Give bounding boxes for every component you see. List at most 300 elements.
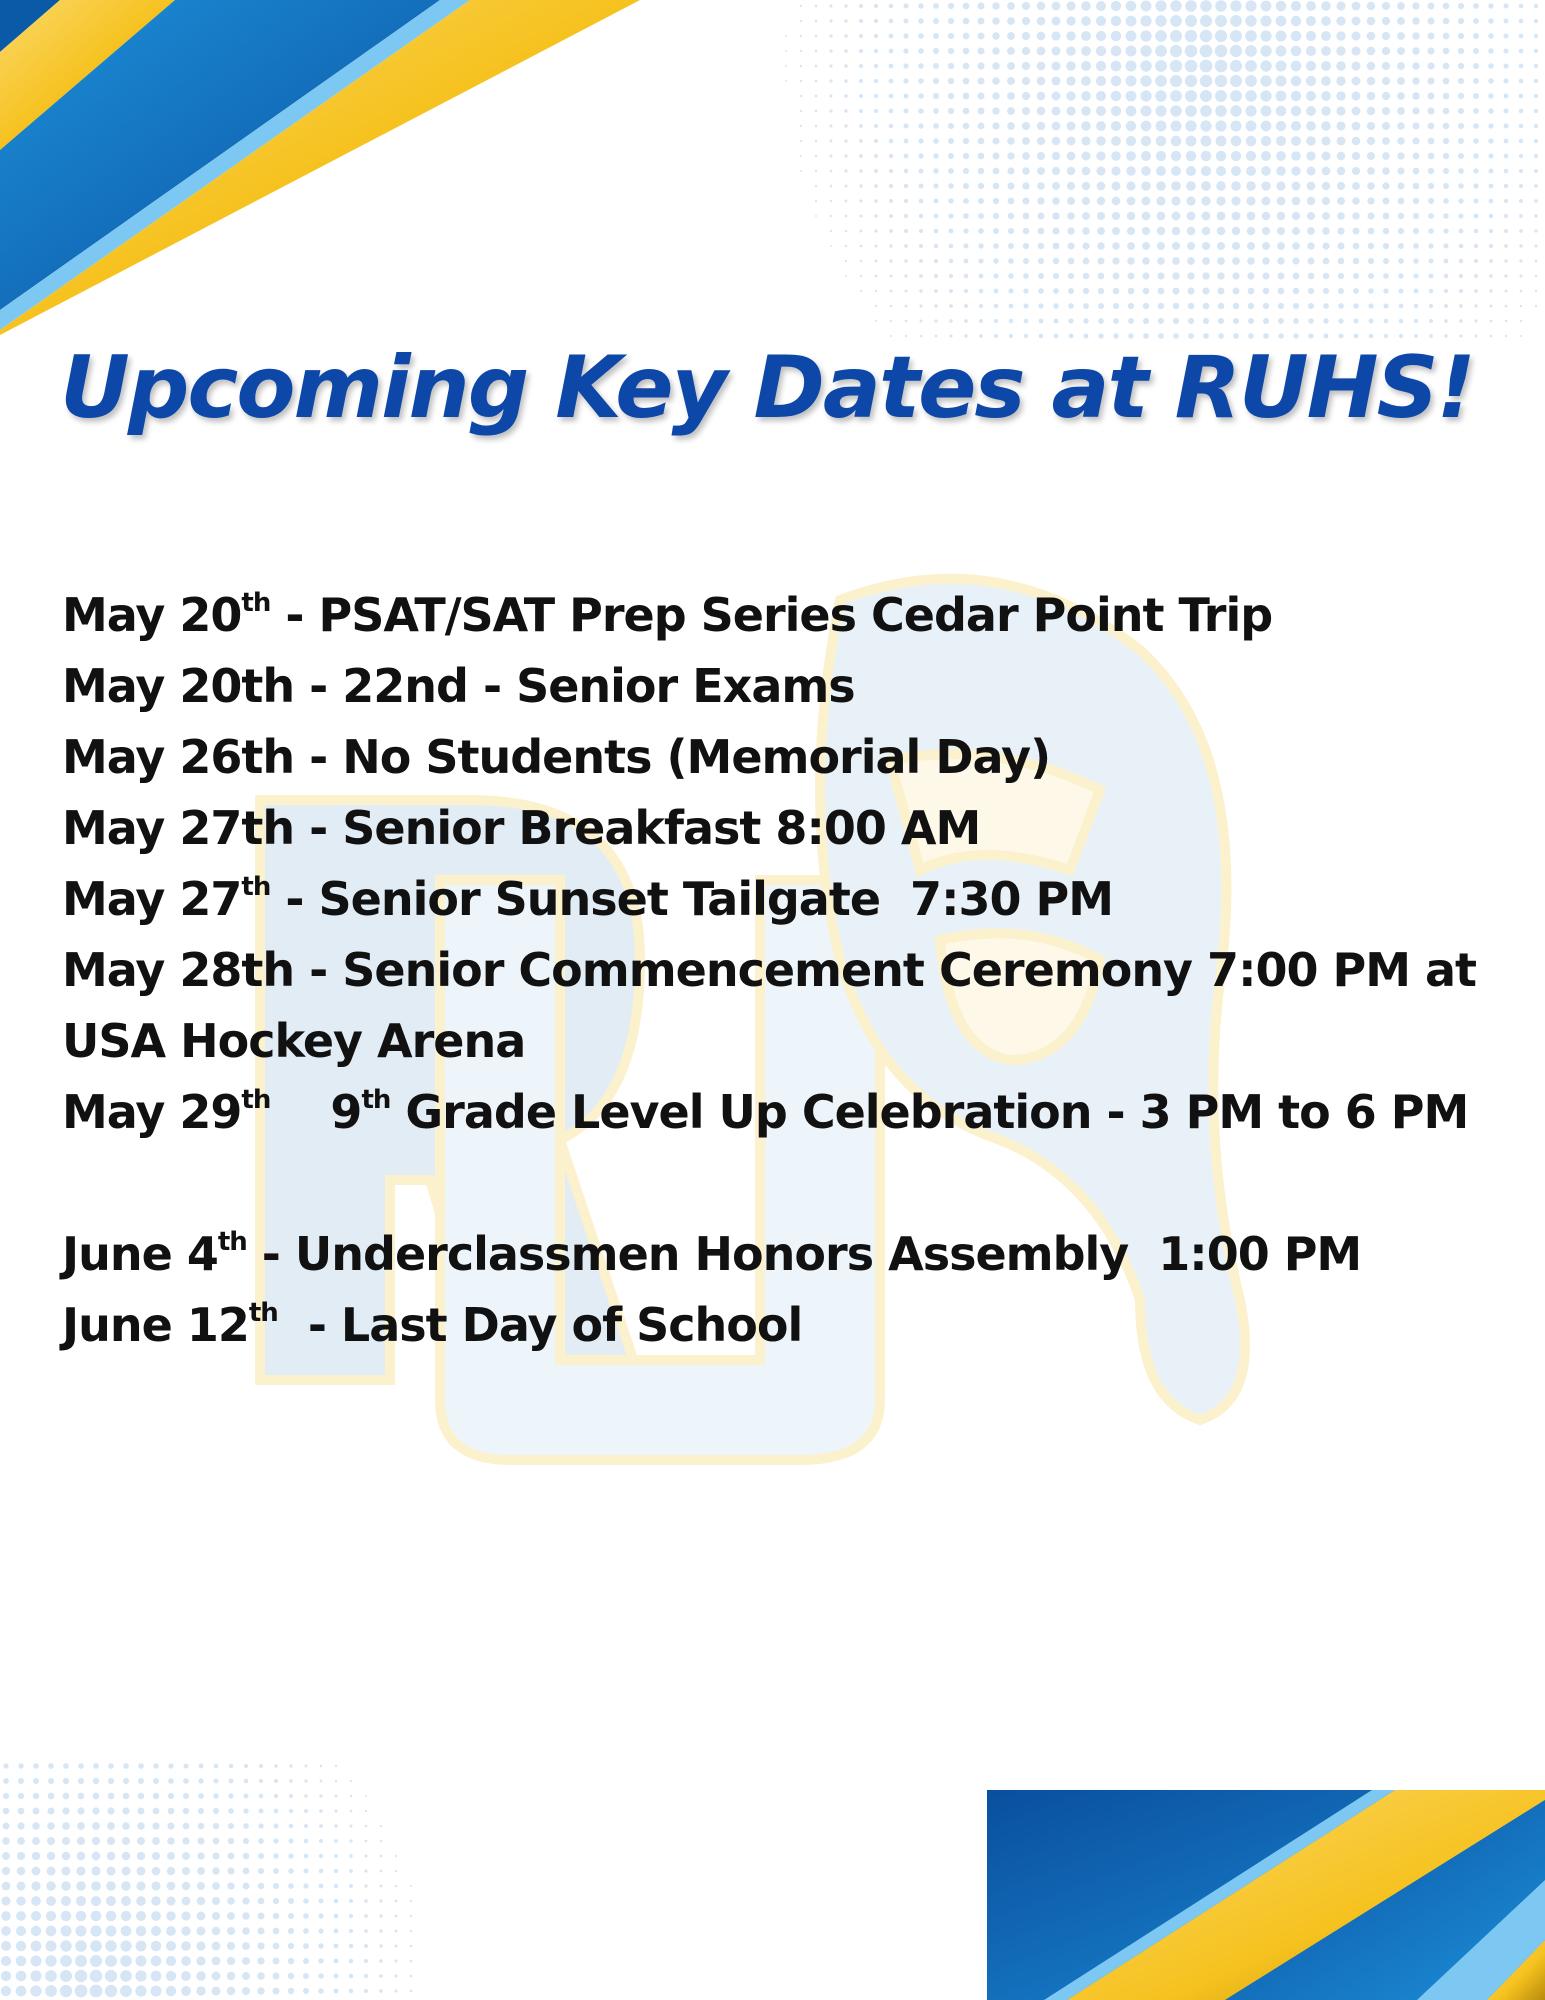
halftone-dot	[1037, 47, 1046, 56]
halftone-dot	[1353, 243, 1360, 250]
halftone-dot	[918, 168, 923, 173]
halftone-dot	[1215, 60, 1228, 73]
halftone-dot	[1323, 318, 1328, 323]
halftone-dot	[364, 1914, 368, 1918]
halftone-dot	[197, 1912, 206, 1921]
halftone-dot	[1142, 242, 1150, 250]
halftone-dot	[1053, 243, 1060, 250]
halftone-dot	[1321, 91, 1331, 101]
halftone-dot	[1353, 273, 1359, 279]
halftone-dot	[1398, 198, 1405, 205]
halftone-dot	[1535, 290, 1537, 292]
halftone-dot	[2, 1852, 10, 1860]
halftone-dot	[1230, 105, 1241, 116]
halftone-dot	[1291, 166, 1300, 175]
halftone-dot	[1428, 153, 1435, 160]
halftone-dot	[977, 92, 984, 99]
halftone-dot	[122, 1852, 131, 1861]
halftone-dot	[1306, 106, 1316, 116]
halftone-dot	[60, 1985, 72, 1997]
halftone-dot	[380, 1840, 382, 1842]
halftone-dot	[889, 154, 893, 158]
halftone-dot	[978, 183, 984, 189]
halftone-dot	[993, 273, 998, 278]
halftone-dot	[1534, 64, 1538, 68]
halftone-dot	[1291, 1, 1301, 11]
halftone-dot	[860, 290, 862, 292]
halftone-dot	[904, 184, 909, 189]
halftone-dot	[1083, 258, 1090, 265]
halftone-dot	[829, 124, 832, 127]
halftone-dot	[349, 1959, 354, 1964]
halftone-dot	[1260, 60, 1271, 71]
halftone-dot	[889, 64, 894, 69]
halftone-dot	[1534, 214, 1537, 217]
halftone-dot	[212, 1912, 220, 1920]
halftone-dot	[32, 1822, 39, 1829]
halftone-dot	[395, 1855, 397, 1857]
halftone-dot	[1278, 303, 1284, 309]
halftone-dot	[1337, 167, 1345, 175]
halftone-dot	[136, 1926, 146, 1936]
halftone-dot	[1156, 151, 1166, 161]
halftone-dot	[1230, 90, 1242, 102]
halftone-dot	[1534, 169, 1538, 173]
halftone-dot	[1007, 32, 1015, 40]
halftone-dot	[1215, 90, 1227, 102]
halftone-dot	[1413, 228, 1419, 234]
halftone-dot	[303, 1988, 309, 1994]
halftone-dot	[963, 63, 970, 70]
halftone-dot	[1037, 137, 1045, 145]
halftone-dot	[380, 1885, 383, 1888]
halftone-dot	[350, 1810, 353, 1813]
halftone-dot	[1158, 288, 1165, 295]
halftone-dot	[830, 245, 832, 247]
halftone-dot	[829, 79, 832, 82]
halftone-dot	[1399, 319, 1403, 323]
halftone-dot	[259, 1764, 263, 1768]
halftone-dot	[1096, 16, 1106, 26]
halftone-dot	[1067, 137, 1076, 146]
halftone-dot	[1200, 60, 1213, 73]
halftone-dot	[17, 1852, 25, 1860]
halftone-dot	[918, 93, 924, 99]
halftone-dot	[1336, 1, 1345, 10]
halftone-dot	[136, 1896, 146, 1906]
halftone-dot	[1173, 288, 1180, 295]
halftone-dot	[121, 1926, 132, 1937]
halftone-dot	[1203, 303, 1210, 310]
halftone-dot	[1260, 75, 1271, 86]
halftone-dot	[31, 1881, 40, 1890]
halftone-dot	[1187, 212, 1196, 221]
halftone-dot	[1474, 199, 1479, 204]
halftone-dot	[918, 138, 923, 143]
halftone-dot	[304, 1854, 309, 1859]
halftone-dot	[1458, 213, 1463, 218]
halftone-dot	[181, 1941, 191, 1951]
halftone-dot	[1203, 318, 1209, 324]
halftone-dot	[213, 1778, 218, 1783]
halftone-dot	[1383, 213, 1390, 220]
halftone-dot	[288, 1943, 294, 1949]
halftone-dot	[1504, 4, 1509, 9]
halftone-dot	[904, 229, 908, 233]
halftone-dot	[394, 1974, 397, 1977]
halftone-dot	[1096, 1, 1106, 11]
halftone-dot	[933, 63, 939, 69]
halftone-dot	[1022, 2, 1030, 10]
halftone-dot	[1443, 3, 1450, 10]
halftone-dot	[1171, 151, 1181, 161]
halftone-dot	[1505, 320, 1508, 323]
halftone-dot	[257, 1987, 264, 1994]
halftone-dot	[1142, 272, 1149, 279]
halftone-dot	[1444, 289, 1448, 293]
halftone-dot	[243, 1883, 250, 1890]
halftone-dot	[136, 1881, 145, 1890]
halftone-dot	[1352, 17, 1361, 26]
halftone-dot	[903, 63, 908, 68]
halftone-dot	[1519, 199, 1523, 203]
halftone-dot	[305, 1765, 308, 1768]
halftone-dot	[1534, 49, 1538, 53]
halftone-dot	[1261, 106, 1272, 117]
halftone-dot	[1022, 17, 1030, 25]
halftone-dot	[1247, 272, 1254, 279]
halftone-dot	[1428, 168, 1434, 174]
halftone-dot	[1306, 76, 1316, 86]
halftone-dot	[1322, 167, 1331, 176]
halftone-dot	[1458, 123, 1464, 129]
halftone-dot	[1397, 47, 1405, 55]
halftone-dot	[1262, 257, 1270, 265]
halftone-dot	[1140, 15, 1151, 26]
halftone-dot	[1397, 122, 1405, 130]
halftone-dot	[1321, 136, 1330, 145]
halftone-dot	[1338, 318, 1343, 323]
halftone-dot	[1216, 151, 1226, 161]
halftone-dot	[1171, 181, 1181, 191]
halftone-dot	[350, 1795, 352, 1797]
halftone-dot	[18, 1808, 25, 1815]
halftone-dot	[380, 1870, 383, 1873]
halftone-dot	[198, 1778, 203, 1783]
halftone-dot	[62, 1807, 69, 1814]
halftone-dot	[78, 1763, 84, 1769]
halftone-dot	[978, 243, 983, 248]
halftone-dot	[1488, 93, 1493, 98]
halftone-dot	[1519, 259, 1522, 262]
halftone-dot	[904, 289, 907, 292]
halftone-dot	[874, 154, 878, 158]
halftone-dot	[1504, 169, 1509, 174]
halftone-dot	[1519, 19, 1524, 24]
halftone-dot	[1382, 62, 1390, 70]
halftone-dot	[933, 93, 939, 99]
halftone-dot	[1202, 242, 1210, 250]
halftone-dot	[1474, 274, 1478, 278]
halftone-dot	[829, 109, 832, 112]
halftone-dot	[1038, 228, 1045, 235]
halftone-dot	[318, 1988, 324, 1994]
halftone-dot	[1141, 181, 1150, 190]
halftone-dot	[182, 1837, 189, 1844]
halftone-dot	[1155, 15, 1166, 26]
halftone-dot	[47, 1867, 56, 1876]
halftone-dot	[105, 1940, 116, 1951]
halftone-dot	[1413, 258, 1418, 263]
halftone-dot	[1534, 19, 1538, 23]
halftone-dot	[1261, 1, 1272, 12]
halftone-dot	[63, 1778, 69, 1784]
halftone-dot	[2, 1837, 9, 1844]
halftone-dot	[274, 1794, 278, 1798]
halftone-dot	[213, 1808, 219, 1814]
halftone-dot	[92, 1837, 100, 1845]
halftone-dot	[1128, 303, 1134, 309]
halftone-dot	[258, 1823, 263, 1828]
halftone-dot	[1473, 18, 1479, 24]
halftone-dot	[1083, 318, 1088, 323]
halftone-dot	[257, 1927, 264, 1934]
halftone-dot	[47, 1852, 55, 1860]
halftone-dot	[92, 1852, 101, 1861]
halftone-dot	[1368, 288, 1374, 294]
halftone-dot	[1474, 244, 1478, 248]
halftone-dot	[1293, 303, 1299, 309]
halftone-dot	[934, 304, 937, 307]
halftone-dot	[1039, 319, 1044, 324]
halftone-dot	[1276, 121, 1286, 131]
halftone-dot	[288, 1913, 294, 1919]
halftone-dot	[1081, 121, 1090, 130]
halftone-dot	[1082, 197, 1090, 205]
halftone-dot	[1098, 288, 1104, 294]
halftone-dot	[1458, 33, 1464, 39]
halftone-dot	[933, 168, 938, 173]
halftone-dot	[1307, 227, 1315, 235]
halftone-dot	[151, 1941, 161, 1951]
halftone-dot	[1367, 92, 1376, 101]
halftone-dot	[183, 1763, 188, 1768]
halftone-dot	[1260, 15, 1271, 26]
halftone-dot	[1156, 181, 1166, 191]
halftone-dot	[1383, 198, 1390, 205]
halftone-dot	[919, 259, 923, 263]
halftone-dot	[800, 35, 802, 37]
halftone-dot	[48, 1763, 54, 1769]
halftone-dot	[1382, 77, 1390, 85]
halftone-dot	[379, 1914, 382, 1917]
halftone-dot	[1534, 154, 1538, 158]
halftone-dot	[1083, 288, 1089, 294]
halftone-dot	[860, 275, 862, 277]
halftone-dot	[1170, 105, 1181, 116]
halftone-dot	[334, 1929, 339, 1934]
halftone-dot	[963, 168, 969, 174]
halftone-dot	[933, 198, 938, 203]
halftone-dot	[319, 1809, 323, 1813]
halftone-dot	[1007, 122, 1015, 130]
halftone-dot	[318, 1928, 323, 1933]
halftone-dot	[1475, 335, 1478, 338]
halftone-dot	[949, 304, 953, 308]
halftone-dot	[844, 124, 847, 127]
halftone-dot	[105, 1985, 117, 1997]
halftone-dot	[1534, 4, 1538, 8]
halftone-dot	[1262, 272, 1269, 279]
halftone-dot	[1412, 32, 1419, 39]
halftone-dot	[1336, 106, 1345, 115]
halftone-dot	[1202, 227, 1211, 236]
halftone-dot	[1397, 167, 1404, 174]
halftone-dot	[933, 18, 939, 24]
halftone-dot	[1368, 228, 1375, 235]
list-item: May 26th - No Students (Memorial Day)	[62, 730, 1051, 784]
halftone-dot	[1125, 45, 1136, 56]
halftone-dot	[319, 1854, 323, 1858]
halftone-dot	[1307, 182, 1316, 191]
bottom-left-halftone-decoration	[0, 1760, 420, 2000]
halftone-dot	[303, 1883, 308, 1888]
halftone-dot	[905, 305, 908, 308]
halftone-dot	[1473, 48, 1479, 54]
halftone-dot	[151, 1971, 162, 1982]
halftone-dot	[242, 1987, 250, 1995]
halftone-dot	[1216, 181, 1226, 191]
halftone-dot	[963, 78, 970, 85]
halftone-dot	[320, 1780, 323, 1783]
halftone-dot	[1276, 1, 1287, 12]
halftone-dot	[122, 1822, 130, 1830]
halftone-dot	[1489, 244, 1493, 248]
halftone-dot	[903, 18, 908, 23]
halftone-dot	[933, 78, 939, 84]
halftone-dot	[167, 1822, 174, 1829]
halftone-dot	[1399, 304, 1404, 309]
halftone-dot	[1367, 107, 1375, 115]
halftone-dot	[904, 199, 908, 203]
halftone-dot	[137, 1837, 145, 1845]
halftone-dot	[1155, 90, 1167, 102]
halftone-dot	[918, 18, 924, 24]
halftone-dot	[1429, 319, 1433, 323]
halftone-dot	[933, 123, 939, 129]
top-right-halftone-decoration	[645, 0, 1545, 340]
halftone-dot	[243, 1838, 249, 1844]
halftone-dot	[1201, 181, 1211, 191]
halftone-dot	[934, 244, 938, 248]
halftone-dot	[1336, 91, 1345, 100]
halftone-dot	[151, 1896, 160, 1905]
halftone-dot	[303, 1913, 309, 1919]
halftone-dot	[1, 1956, 11, 1966]
halftone-dot	[934, 259, 938, 263]
halftone-dot	[212, 1972, 221, 1981]
halftone-dot	[1068, 288, 1074, 294]
halftone-dot	[1336, 61, 1345, 70]
halftone-dot	[1233, 288, 1240, 295]
halftone-dot	[257, 1942, 264, 1949]
halftone-dot	[785, 35, 787, 37]
halftone-dot	[1111, 151, 1121, 161]
halftone-dot	[1023, 303, 1028, 308]
halftone-dot	[1519, 169, 1523, 173]
halftone-dot	[1292, 257, 1299, 264]
halftone-dot	[273, 1913, 280, 1920]
halftone-dot	[1474, 259, 1478, 263]
halftone-dot	[181, 1986, 191, 1996]
halftone-dot	[1245, 90, 1256, 101]
halftone-dot	[977, 32, 984, 39]
halftone-dot	[273, 1958, 280, 1965]
halftone-dot	[1081, 1, 1091, 11]
halftone-dot	[106, 1896, 116, 1906]
halftone-dot	[1052, 197, 1060, 205]
halftone-dot	[874, 139, 878, 143]
halftone-dot	[1308, 318, 1314, 324]
halftone-dot	[137, 1852, 145, 1860]
halftone-dot	[1278, 273, 1285, 280]
halftone-dot	[153, 1763, 158, 1768]
halftone-dot	[978, 108, 985, 115]
halftone-dot	[1216, 196, 1225, 205]
halftone-dot	[259, 1794, 264, 1799]
halftone-dot	[1322, 212, 1330, 220]
halftone-dot	[1338, 288, 1344, 294]
halftone-dot	[1292, 242, 1300, 250]
halftone-dot	[16, 1956, 27, 1967]
halftone-dot	[90, 1985, 103, 1998]
halftone-dot	[919, 199, 924, 204]
halftone-dot	[2, 1822, 9, 1829]
halftone-dot	[1068, 273, 1074, 279]
halftone-dot	[1082, 242, 1089, 249]
halftone-dot	[1382, 167, 1389, 174]
halftone-dot	[1488, 63, 1494, 69]
halftone-dot	[1519, 229, 1523, 233]
halftone-dot	[1443, 243, 1448, 248]
halftone-dot	[1306, 31, 1316, 41]
halftone-dot	[289, 1779, 293, 1783]
halftone-dot	[1007, 17, 1015, 25]
halftone-dot	[364, 1929, 368, 1933]
halftone-dot	[919, 304, 922, 307]
halftone-dot	[75, 1985, 88, 1998]
halftone-dot	[844, 64, 848, 68]
halftone-dot	[1428, 243, 1433, 248]
halftone-dot	[1489, 289, 1492, 292]
halftone-dot	[875, 305, 877, 307]
halftone-dot	[890, 305, 893, 308]
list-item: June 4th - Underclassmen Honors Assembly 1:00 PM	[62, 1227, 1362, 1281]
halftone-dot	[919, 274, 923, 278]
halftone-dot	[334, 1824, 337, 1827]
halftone-dot	[934, 214, 939, 219]
halftone-dot	[1321, 16, 1331, 26]
halftone-dot	[874, 64, 878, 68]
halftone-dot	[1321, 1, 1331, 11]
halftone-dot	[1155, 60, 1167, 72]
halftone-dot	[903, 108, 908, 113]
halftone-dot	[1474, 229, 1479, 234]
halftone-dot	[948, 18, 954, 24]
halftone-dot	[859, 154, 863, 158]
halftone-dot	[1503, 78, 1508, 83]
halftone-dot	[1488, 78, 1493, 83]
